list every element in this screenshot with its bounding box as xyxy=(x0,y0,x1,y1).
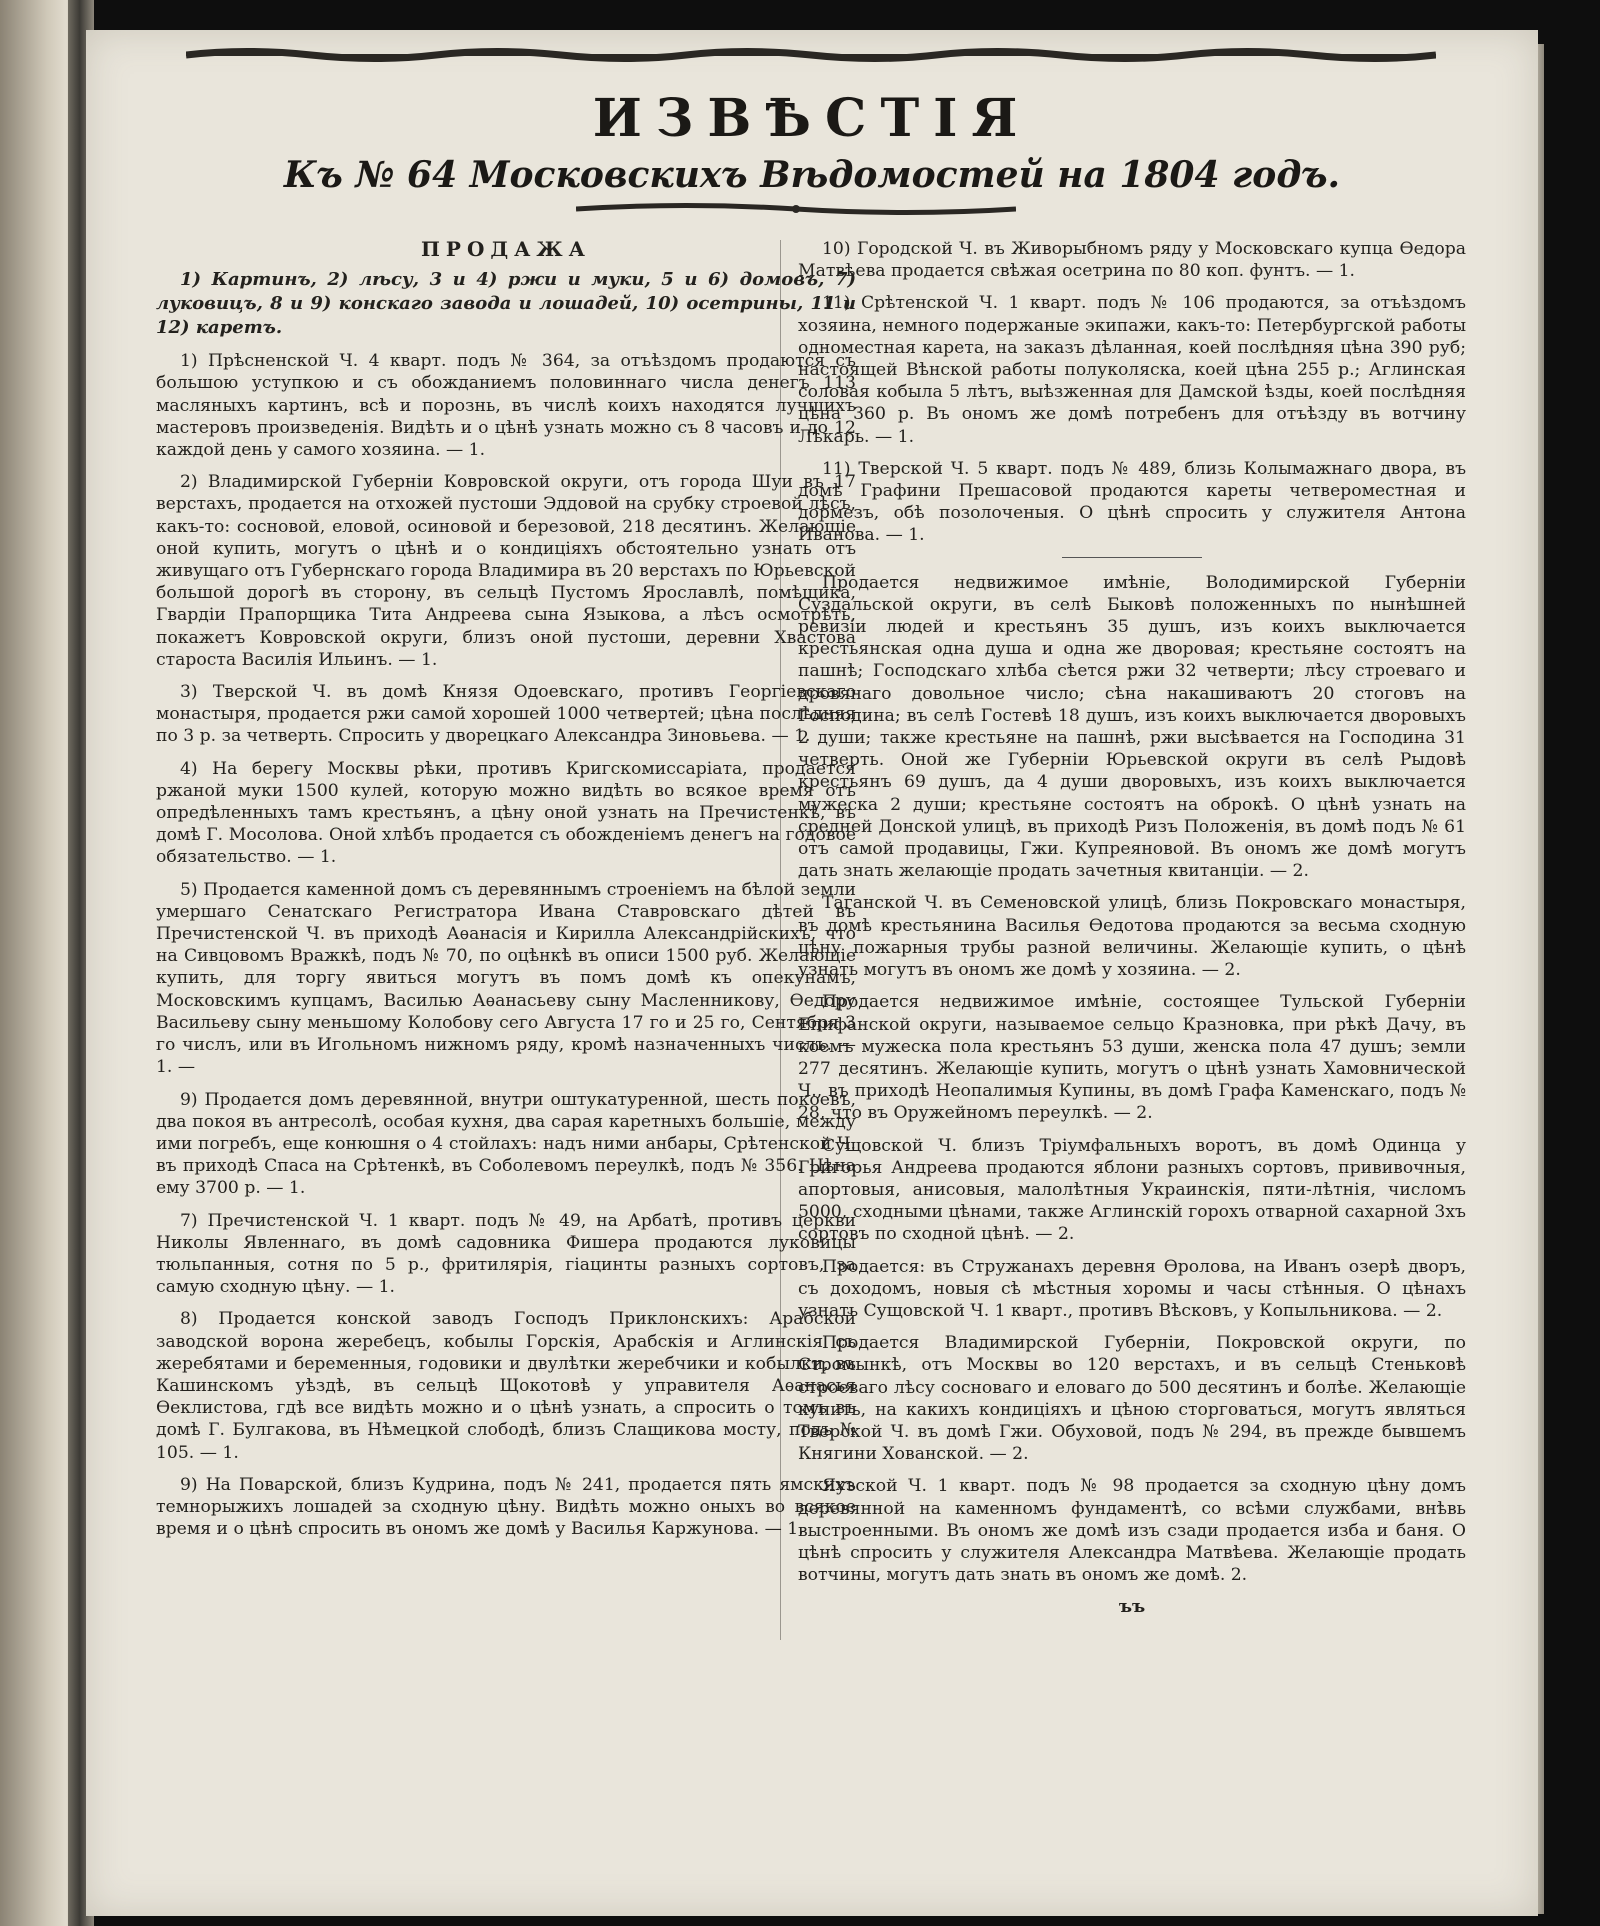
advert-item: 3) Тверской Ч. въ домѣ Князя Одоевскаго, противъ Георгіевскаго монастыря, продается ржи самой хорошей 1000 четвертей; цѣна послѣдняя по 3 р. за четверть. Спросить у дворецкаго Александра Зиновьева. — 1. xyxy=(156,682,856,747)
notice-item: Продается недвижимое имѣніе, Володимирской Губерніи Суздальской округи, въ селѣ Быковѣ положенныхъ по нынѣшней ревизіи людей и крестьянъ 35 душъ, изъ коихъ выключается крестьянская одна душа и одна же дворовая; крестьяне состоятъ на пашнѣ; Господскаго хлѣба сѣется ржи 32 четверти; лѣсу строеваго и дровянаго довольное число; сѣна накашиваютъ 20 стоговъ на Господина; въ селѣ Гостевѣ 18 душъ, изъ коихъ выключается дворовыхъ 2 души; также крестьяне на пашнѣ, ржи высѣвается на Господина 31 четверть. Оной же Губерніи Юрьевской округи въ селѣ Рыдовѣ крестьянъ 69 душъ, да 4 души дворовыхъ, изъ коихъ выключается мужеска 2 души; крестьяне состоятъ на оброкѣ. О цѣнѣ узнать на средней Донской улицѣ, въ приходѣ Ризъ Положенія, въ домѣ подъ № 61 отъ самой продавицы, Гжи. Купреяновой. Въ ономъ же домѣ могутъ дать знать желающіе продать зачетныя квитанціи. — 2. xyxy=(798,572,1466,882)
section-heading: ПРОДАЖА xyxy=(421,237,591,261)
catchword: ъъ xyxy=(1118,1597,1146,1618)
advert-item: 11) Срѣтенской Ч. 1 кварт. подъ № 106 продаются, за отъѣздомъ хозяина, немного подержаные экипажи, какъ-то: Петербургской работы одноместная карета, на заказъ дѣланная, коей послѣдняя цѣна 390 руб; настоящей Вѣнской работы полуколяска, коей цѣна 255 р.; Аглинская соловая кобыла 5 лѣтъ, выѣзженная для Дамской ѣзды, коей послѣдняя цѣна 360 р. Въ ономъ же домѣ потребенъ для отъѣзду въ вотчину Лѣкарь. — 1. xyxy=(798,293,1466,447)
section-divider xyxy=(1062,557,1202,558)
left-column xyxy=(156,238,856,1550)
advert-item: 7) Пречистенской Ч. 1 кварт. подъ № 49, на Арбатѣ, противъ церкви Николы Явленнаго, въ домѣ садовника Фишера продаются луковицы тюльпанныя, сотня по 5 р., фритилярія, гіацинты разныхъ сортовъ, за самую сходную цѣну. — 1. xyxy=(156,1210,856,1298)
notice-item: Продается: въ Стружанахъ деревня Ѳролова, на Иванъ озерѣ дворъ, съ доходомъ, новыя сѣ мѣстныя хоромы и часы стѣнныя. О цѣнахъ узнать Сущовской Ч. 1 кварт., противъ Вѣсковъ, у Копыльникова. — 2. xyxy=(798,1256,1466,1321)
notice-item: Сущовской Ч. близъ Тріумфальныхъ воротъ, въ домѣ Одинца у Григорья Андреева продаются яблони разныхъ сортовъ, прививочныя, апортовыя, анисовыя, малолѣтныя Украинскія, пяти-лѣтнія, числомъ 5000, сходными цѣнами, также Аглинскій горохъ отварной сахарной 3хъ сортовъ по сходной цѣнѣ. — 2. xyxy=(798,1135,1466,1245)
notice-item: Яузской Ч. 1 кварт. подъ № 98 продается за сходную цѣну домъ деревянной на каменномъ фундаментѣ, со всѣми службами, внѣвь выстроенными. Въ ономъ же домѣ изъ сзади продается изба и баня. О цѣнѣ спросить у служителя Александра Матвѣева. Желающіе продать вотчины, могутъ дать знать въ ономъ же домѣ. 2. xyxy=(798,1476,1466,1586)
notice-item: Продается недвижимое имѣніе, состоящее Тульской Губерніи Епифанской округи, называемое сельцо Кразновка, при рѣкѣ Дачу, въ коемъ мужеска пола крестьянъ 53 души, женска пола 47 душъ; земли 277 десятинъ. Желающіе купить, могутъ о цѣнѣ узнать Хамовнической Ч., въ приходѣ Неопалимыя Купины, въ домѣ Графа Каменскаго, подъ № 28, что въ Оружейномъ переулкѣ. — 2. xyxy=(798,992,1466,1124)
page-subtitle: Къ № 64 Московскихъ Вѣдомостей на 1804 годъ. xyxy=(283,154,1341,196)
advert-item: 10) Городской Ч. въ Живорыбномъ ряду у Московскаго купца Ѳедора Матвѣева продается свѣжая осетрина по 80 коп. фунтъ. — 1. xyxy=(798,239,1466,282)
advert-item: 5) Продается каменной домъ съ деревяннымъ строеніемъ на бѣлой земли умершаго Сенатскаго Регистратора Ивана Ставровскаго дѣтей въ Пречистенской Ч. въ приходѣ Аѳанасія и Кирилла Александрійскихъ, что на Сивцовомъ Вражкѣ, подъ № 70, по оцѣнкѣ въ опиcи 1500 руб. Желающіе купить, для торгу явиться могутъ въ помъ домѣ къ опекунамъ, Московскимъ купцамъ, Василью Аѳанасьеву сыну Масленникову, Ѳедору Васильеву сыну меньшому Колобову сего Августа 17 го и 25 го, Сентября 3 го числъ, или въ Игольномъ нижномъ ряду, кромѣ назначенныхъ числъ. — 1. — xyxy=(156,879,856,1078)
notice-item: Продается Владимирской Губерніи, Покровской округи, по Стромынкѣ, отъ Москвы во 120 верстахъ, и въ сельцѣ Стеньковѣ строеваго лѣсу сосноваго и еловаго до 500 десятинъ и болѣе. Желающіе купить, на какихъ кондиціяхъ и цѣною сторговаться, могутъ являться Тверской Ч. въ домѣ Гжи. Обуховой, подъ № 294, въ прежде бывшемъ Княгини Хованской. — 2. xyxy=(798,1333,1466,1465)
left-page-edge xyxy=(0,0,78,1926)
top-ornament-rule xyxy=(186,48,1436,62)
advert-item: 2) Владимирской Губерніи Ковровской округи, отъ города Шуи въ 17 верстахъ, продается на отхожей пустоши Эддовой на срубку строевой лѣсъ, какъ-то: сосновой, еловой, осиновой и березовой, 218 десятинъ. Желающіе оной купить, могутъ о цѣнѣ и о кондиціяхъ обстоятельно узнать отъ живущаго отъ Губернскаго города Владимира въ 20 верстахъ по Юрьевской большой дорогѣ въ сторону, въ сельцѣ Пустомъ Ярославлѣ, помѣщика, Гвардіи Прапорщика Тита Андреева сына Языкова, а лѣсъ осмотрѣть, покажетъ Ковровской округи, близъ оной пустоши, деревни Хвастова староста Василія Ильинъ. — 1. xyxy=(156,472,856,670)
advert-item: 9) На Поварской, близъ Кудрина, подъ № 241, продается пять ямскихъ темнорыжихъ лошадей за сходную цѣну. Видѣть можно оныхъ во всякое время и о цѣнѣ спросить въ ономъ же домѣ у Василья Каржунова. — 1. xyxy=(156,1474,856,1540)
newspaper-page xyxy=(86,30,1538,1916)
advert-item: 1) Прѣсненской Ч. 4 кварт. подъ № 364, за отъѣздомъ продаются съ большою уступкою и съ обожданиемъ половиннаго числа денегъ 113 масляныхъ картинъ, всѣ и порознь, въ числѣ коихъ находятся лучшихъ мастеровъ произведенія. Видѣть и о цѣнѣ узнать можно съ 8 часовъ и до 12 каждой день у самого хозяина. — 1. xyxy=(156,351,856,461)
section-summary: 1) Картинъ, 2) лѣсу, 3 и 4) ржи и муки, 5 и 6) домовъ, 7) луковицъ, 8 и 9) конскаго завода и лошадей, 10) осетрины, 11 и 12) каретъ. xyxy=(156,269,856,339)
right-column xyxy=(798,238,1466,1619)
title-ornament-rule xyxy=(576,202,1016,216)
advert-item: 9) Продается домъ деревянной, внутри оштукатуренной, шесть покоевъ, два покоя въ антресолѣ, особая кухня, два сарая каретныхъ большіе, между ими погребъ, еще конюшня о 4 стойлахъ: надъ ними анбары, Срѣтенской Ч. въ приходѣ Спаса на Срѣтенкѣ, въ Соболевомъ переулкѣ, подъ № 356. Цѣна ему 3700 р. — 1. xyxy=(156,1089,856,1199)
advert-item: 4) На берегу Москвы рѣки, противъ Кригскомиссаріата, продается ржаной муки 1500 кулей, которую можно видѣть во всякое время отъ опредѣленныхъ тамъ крестьянъ, а цѣну оной узнать на Пречистенкѣ, въ домѣ Г. Мосолова. Оной хлѣбъ продается съ обожденіемъ денегъ на годовое обязательство. — 1. xyxy=(156,758,856,868)
page-title: ИЗВѢСТІЯ xyxy=(592,88,1032,149)
advert-item: 8) Продается конской заводъ Господъ Приклонскихъ: Арабской заводской ворона жеребецъ, кобылы Горскія, Арабскія и Аглинскія съ жеребятами и беременныя, годовики и двулѣтки жеребчики и кобылки, въ Кашинскомъ уѣздѣ, въ сельцѣ Щокотовѣ у управителя Аѳанасья Ѳеклистова, гдѣ все видѣть можно и о цѣнѣ узнать, а спросить о томъ въ домѣ Г. Булгакова, въ Нѣмецкой слободѣ, близъ Слащикова мосту, подъ № 105. — 1. xyxy=(156,1309,856,1463)
notice-item: Таганской Ч. въ Семеновской улицѣ, близь Покровскаго монастыря, въ домѣ крестьянина Василья Ѳедотова продаются за весьма сходную цѣну пожарныя трубы разной величины. Желающіе купить, о цѣнѣ узнать могутъ въ ономъ же домѣ у хозяина. — 2. xyxy=(798,893,1466,981)
advert-item: 11) Тверской Ч. 5 кварт. подъ № 489, близь Колымажнаго двора, въ домѣ Графини Прешасовой продаются кареты четвероместная и дормезъ, обѣ позолоченыя. О цѣнѣ спросить у служителя Антона Иванова. — 1. xyxy=(798,458,1466,546)
